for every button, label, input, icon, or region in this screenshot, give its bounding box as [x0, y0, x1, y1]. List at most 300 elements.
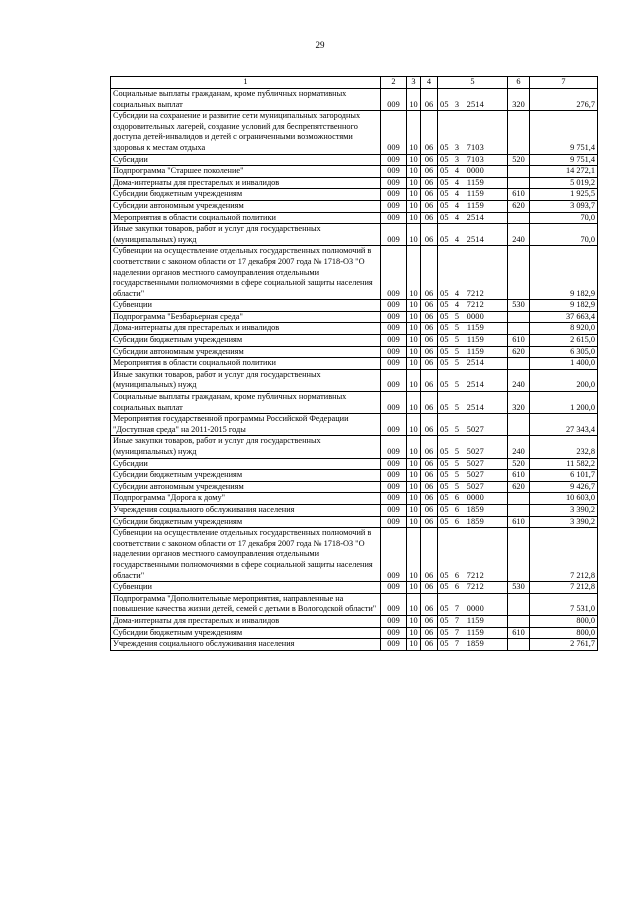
target-article-code — [438, 392, 508, 414]
section-code: 10 — [407, 154, 421, 166]
subprogram-code: 4 — [454, 200, 460, 210]
subsection-code: 06 — [421, 582, 438, 594]
item-name: Мероприятия государственной программы Российской Федерации "Доступная среда" на 2011-2015 годы — [111, 414, 381, 436]
section-code: 10 — [407, 111, 421, 154]
subsection-code: 06 — [421, 593, 438, 615]
program-code: 05 — [440, 627, 449, 637]
subprogram-code: 5 — [454, 470, 460, 480]
expense-type-code — [508, 166, 530, 178]
target-article-code — [438, 89, 508, 111]
subsection-code: 06 — [421, 436, 438, 458]
subprogram-code: 4 — [454, 234, 460, 244]
target-article-code — [438, 177, 508, 189]
item-name: Социальные выплаты гражданам, кроме публичных нормативных социальных выплат — [111, 89, 381, 111]
subprogram-code: 5 — [454, 323, 460, 333]
section-code: 10 — [407, 311, 421, 323]
item-name: Иные закупки товаров, работ и услуг для государственных (муниципальных) нужд — [111, 436, 381, 458]
subsection-code: 06 — [421, 200, 438, 212]
amount: 1 925,5 — [530, 189, 598, 201]
item-name: Субсидии автономным учреждениям — [111, 200, 381, 212]
header-col-6: 6 — [508, 77, 530, 89]
subsection-code: 06 — [421, 369, 438, 391]
program-code: 05 — [440, 323, 449, 333]
program-code: 05 — [440, 504, 449, 514]
section-code: 10 — [407, 639, 421, 651]
expense-type-code: 520 — [508, 154, 530, 166]
amount: 9 426,7 — [530, 481, 598, 493]
target-article-code — [438, 346, 508, 358]
item-name: Подпрограмма "Дорога к дому" — [111, 493, 381, 505]
amount: 5 019,2 — [530, 177, 598, 189]
item-name: Подпрограмма "Безбарьерная среда" — [111, 311, 381, 323]
subprogram-code: 7 — [454, 627, 460, 637]
subsection-code: 06 — [421, 189, 438, 201]
subsection-code: 06 — [421, 111, 438, 154]
direction-code: 1159 — [466, 615, 484, 625]
subsection-code: 06 — [421, 458, 438, 470]
subprogram-code: 5 — [454, 481, 460, 491]
direction-code: 1159 — [466, 200, 484, 210]
program-code: 05 — [440, 447, 449, 456]
subprogram-code: 4 — [454, 189, 460, 199]
target-article-code — [438, 358, 508, 370]
program-code: 05 — [440, 424, 449, 434]
ministry-code: 009 — [381, 246, 407, 300]
section-code: 10 — [407, 615, 421, 627]
subsection-code: 06 — [421, 89, 438, 111]
table-row — [111, 189, 598, 201]
amount: 9 751,4 — [530, 111, 598, 154]
program-code: 05 — [440, 288, 449, 298]
target-article-code — [438, 504, 508, 516]
section-code: 10 — [407, 300, 421, 312]
table-row — [111, 414, 598, 436]
ministry-code: 009 — [381, 300, 407, 312]
ministry-code: 009 — [381, 458, 407, 470]
amount: 7 212,8 — [530, 582, 598, 594]
expense-type-code — [508, 504, 530, 516]
section-code: 10 — [407, 335, 421, 347]
direction-code: 7212 — [466, 570, 484, 580]
ministry-code: 009 — [381, 639, 407, 651]
direction-code: 1859 — [466, 504, 484, 514]
expense-type-code — [508, 177, 530, 189]
target-article-code — [438, 470, 508, 482]
table-row — [111, 300, 598, 312]
ministry-code: 009 — [381, 358, 407, 370]
item-name: Учреждения социального обслуживания населения — [111, 639, 381, 651]
direction-code: 5027 — [466, 458, 484, 468]
ministry-code: 009 — [381, 212, 407, 224]
amount: 2 615,0 — [530, 335, 598, 347]
program-code: 05 — [440, 582, 449, 592]
table-row — [111, 154, 598, 166]
direction-code: 1859 — [466, 516, 484, 526]
amount: 800,0 — [530, 615, 598, 627]
header-col-1: 1 — [111, 77, 381, 89]
program-code: 05 — [440, 335, 449, 345]
direction-code: 7103 — [466, 154, 484, 164]
subsection-code: 06 — [421, 470, 438, 482]
expense-type-code: 610 — [508, 516, 530, 528]
amount: 27 343,4 — [530, 414, 598, 436]
direction-code: 7103 — [466, 142, 484, 152]
section-code: 10 — [407, 200, 421, 212]
subprogram-code: 6 — [454, 582, 460, 592]
ministry-code: 009 — [381, 436, 407, 458]
ministry-code: 009 — [381, 177, 407, 189]
direction-code: 7212 — [466, 288, 484, 298]
direction-code: 1159 — [466, 335, 484, 345]
program-code: 05 — [440, 212, 449, 222]
expense-type-code — [508, 639, 530, 651]
expense-type-code — [508, 311, 530, 323]
item-name: Дома-интернаты для престарелых и инвалидов — [111, 615, 381, 627]
expense-type-code — [508, 212, 530, 224]
direction-code: 1159 — [466, 346, 484, 356]
program-code: 05 — [440, 346, 449, 356]
expense-type-code: 610 — [508, 627, 530, 639]
subprogram-code: 6 — [454, 516, 460, 526]
subsection-code: 06 — [421, 528, 438, 582]
direction-code: 1859 — [466, 639, 484, 649]
subsection-code: 06 — [421, 639, 438, 651]
expense-type-code — [508, 615, 530, 627]
section-code: 10 — [407, 414, 421, 436]
table-row — [111, 582, 598, 594]
subsection-code: 06 — [421, 300, 438, 312]
program-code: 05 — [440, 311, 449, 321]
target-article-code — [438, 323, 508, 335]
target-article-code — [438, 528, 508, 582]
section-code: 10 — [407, 224, 421, 246]
section-code: 10 — [407, 528, 421, 582]
target-article-code — [438, 369, 508, 391]
amount: 70,0 — [530, 212, 598, 224]
program-code: 05 — [440, 166, 449, 176]
program-code: 05 — [440, 493, 449, 503]
subprogram-code: 5 — [454, 424, 460, 434]
amount: 200,0 — [530, 369, 598, 391]
subprogram-code: 7 — [454, 604, 460, 614]
table-row — [111, 481, 598, 493]
item-name: Подпрограмма "Старшее поколение" — [111, 166, 381, 178]
subprogram-code: 5 — [454, 458, 460, 468]
subsection-code: 06 — [421, 358, 438, 370]
subprogram-code: 5 — [454, 346, 460, 356]
subprogram-code: 5 — [454, 402, 460, 412]
program-code: 05 — [440, 402, 449, 412]
target-article-code — [438, 582, 508, 594]
target-article-code — [438, 593, 508, 615]
target-article-code — [438, 639, 508, 651]
table-row — [111, 111, 598, 154]
section-code: 10 — [407, 392, 421, 414]
ministry-code: 009 — [381, 335, 407, 347]
item-name: Субсидии бюджетным учреждениям — [111, 516, 381, 528]
subsection-code: 06 — [421, 311, 438, 323]
target-article-code — [438, 436, 508, 458]
expense-type-code: 530 — [508, 582, 530, 594]
ministry-code: 009 — [381, 323, 407, 335]
table-row — [111, 493, 598, 505]
section-code: 10 — [407, 346, 421, 358]
subsection-code: 06 — [421, 414, 438, 436]
item-name: Субвенции на осуществление отдельных государственных полномочий в соответствии с законом области от 17 декабря 2007 года № 1718-ОЗ "О наделении органов местного самоуправления отдельными государственными полномочиями в сфере социальной защиты населения области" — [111, 528, 381, 582]
ministry-code: 009 — [381, 414, 407, 436]
subprogram-code: 7 — [454, 639, 460, 649]
table-row — [111, 224, 598, 246]
table-row — [111, 323, 598, 335]
direction-code: 2514 — [466, 99, 484, 109]
subsection-code: 06 — [421, 346, 438, 358]
target-article-code — [438, 166, 508, 178]
ministry-code: 009 — [381, 470, 407, 482]
ministry-code: 009 — [381, 111, 407, 154]
direction-code: 5027 — [466, 424, 484, 434]
item-name: Иные закупки товаров, работ и услуг для государственных (муниципальных) нужд — [111, 224, 381, 246]
program-code: 05 — [440, 154, 449, 164]
program-code: 05 — [440, 470, 449, 480]
amount: 3 390,2 — [530, 504, 598, 516]
item-name: Субвенции на осуществление отдельных государственных полномочий в соответствии с законом области от 17 декабря 2007 года № 1718-ОЗ "О наделении органов местного самоуправления отдельными государственными полномочиями в сфере социальной защиты населения области" — [111, 246, 381, 300]
amount: 14 272,1 — [530, 166, 598, 178]
expense-type-code: 320 — [508, 392, 530, 414]
ministry-code: 009 — [381, 200, 407, 212]
target-article-code — [438, 493, 508, 505]
table-row — [111, 470, 598, 482]
expense-type-code: 610 — [508, 335, 530, 347]
ministry-code: 009 — [381, 154, 407, 166]
program-code: 05 — [440, 99, 449, 109]
subprogram-code: 5 — [454, 358, 460, 368]
subprogram-code: 4 — [454, 212, 460, 222]
ministry-code: 009 — [381, 392, 407, 414]
amount: 6 101,7 — [530, 470, 598, 482]
amount: 9 182,9 — [530, 246, 598, 300]
target-article-code — [438, 481, 508, 493]
direction-code: 7212 — [466, 582, 484, 592]
subprogram-code: 5 — [454, 380, 460, 390]
target-article-code — [438, 615, 508, 627]
section-code: 10 — [407, 593, 421, 615]
target-article-code — [438, 224, 508, 246]
amount: 3 390,2 — [530, 516, 598, 528]
header-col-3: 3 — [407, 77, 421, 89]
item-name: Субсидии бюджетным учреждениям — [111, 335, 381, 347]
table-row — [111, 346, 598, 358]
section-code: 10 — [407, 627, 421, 639]
section-code: 10 — [407, 177, 421, 189]
table-row — [111, 200, 598, 212]
item-name: Субсидии бюджетным учреждениям — [111, 627, 381, 639]
expense-type-code — [508, 493, 530, 505]
table-row — [111, 458, 598, 470]
subprogram-code: 6 — [454, 504, 460, 514]
direction-code: 1159 — [466, 177, 484, 187]
ministry-code: 009 — [381, 504, 407, 516]
header-row — [111, 77, 598, 89]
section-code: 10 — [407, 436, 421, 458]
item-name: Мероприятия в области социальной политики — [111, 212, 381, 224]
amount: 70,0 — [530, 224, 598, 246]
program-code: 05 — [440, 481, 449, 491]
direction-code: 2514 — [466, 212, 484, 222]
subsection-code: 06 — [421, 224, 438, 246]
ministry-code: 009 — [381, 166, 407, 178]
header-col-7: 7 — [530, 77, 598, 89]
item-name: Субвенции — [111, 300, 381, 312]
table-row — [111, 516, 598, 528]
expense-type-code: 240 — [508, 436, 530, 458]
direction-code: 2514 — [466, 234, 484, 244]
target-article-code — [438, 154, 508, 166]
program-code: 05 — [440, 358, 449, 368]
ministry-code: 009 — [381, 311, 407, 323]
expense-type-code: 620 — [508, 200, 530, 212]
direction-code: 0000 — [466, 166, 484, 176]
subprogram-code: 4 — [454, 288, 460, 298]
target-article-code — [438, 414, 508, 436]
direction-code: 2514 — [466, 380, 484, 390]
section-code: 10 — [407, 470, 421, 482]
header-col-4: 4 — [421, 77, 438, 89]
subprogram-code: 4 — [454, 300, 460, 310]
page-number: 29 — [315, 40, 325, 50]
section-code: 10 — [407, 504, 421, 516]
amount: 2 761,7 — [530, 639, 598, 651]
header-col-5: 5 — [438, 77, 508, 89]
expense-type-code: 620 — [508, 346, 530, 358]
direction-code: 5027 — [466, 447, 484, 456]
subprogram-code: 6 — [454, 493, 460, 503]
expense-type-code — [508, 414, 530, 436]
ministry-code: 009 — [381, 528, 407, 582]
expense-type-code: 610 — [508, 189, 530, 201]
amount: 9 751,4 — [530, 154, 598, 166]
direction-code: 1159 — [466, 323, 484, 333]
subsection-code: 06 — [421, 516, 438, 528]
amount: 37 663,4 — [530, 311, 598, 323]
program-code: 05 — [440, 458, 449, 468]
subsection-code: 06 — [421, 246, 438, 300]
direction-code: 5027 — [466, 481, 484, 491]
item-name: Дома-интернаты для престарелых и инвалидов — [111, 177, 381, 189]
target-article-code — [438, 627, 508, 639]
program-code: 05 — [440, 380, 449, 390]
program-code: 05 — [440, 570, 449, 580]
table-row — [111, 436, 598, 458]
table-row — [111, 311, 598, 323]
amount: 6 305,0 — [530, 346, 598, 358]
expense-type-code: 240 — [508, 369, 530, 391]
section-code: 10 — [407, 516, 421, 528]
table-row — [111, 369, 598, 391]
section-code: 10 — [407, 481, 421, 493]
target-article-code — [438, 111, 508, 154]
expense-type-code: 610 — [508, 470, 530, 482]
expense-type-code — [508, 593, 530, 615]
amount: 7 531,0 — [530, 593, 598, 615]
header-col-2: 2 — [381, 77, 407, 89]
expense-type-code: 520 — [508, 458, 530, 470]
program-code: 05 — [440, 234, 449, 244]
ministry-code: 009 — [381, 516, 407, 528]
expense-type-code: 620 — [508, 481, 530, 493]
subsection-code: 06 — [421, 323, 438, 335]
target-article-code — [438, 516, 508, 528]
amount: 7 212,8 — [530, 528, 598, 582]
table-row — [111, 593, 598, 615]
section-code: 10 — [407, 582, 421, 594]
section-code: 10 — [407, 166, 421, 178]
amount: 9 182,9 — [530, 300, 598, 312]
budget-table — [110, 76, 598, 651]
table-row — [111, 504, 598, 516]
subsection-code: 06 — [421, 481, 438, 493]
ministry-code: 009 — [381, 615, 407, 627]
item-name: Субсидии бюджетным учреждениям — [111, 189, 381, 201]
direction-code: 0000 — [466, 493, 484, 503]
table-row — [111, 335, 598, 347]
subsection-code: 06 — [421, 212, 438, 224]
subprogram-code: 3 — [454, 142, 460, 152]
section-code: 10 — [407, 189, 421, 201]
section-code: 10 — [407, 458, 421, 470]
direction-code: 5027 — [466, 470, 484, 480]
table-row — [111, 615, 598, 627]
subsection-code: 06 — [421, 335, 438, 347]
amount: 232,8 — [530, 436, 598, 458]
ministry-code: 009 — [381, 89, 407, 111]
item-name: Учреждения социального обслуживания населения — [111, 504, 381, 516]
table-row — [111, 627, 598, 639]
table-row — [111, 528, 598, 582]
item-name: Социальные выплаты гражданам, кроме публичных нормативных социальных выплат — [111, 392, 381, 414]
program-code: 05 — [440, 142, 449, 152]
item-name: Субсидии автономным учреждениям — [111, 346, 381, 358]
program-code: 05 — [440, 604, 449, 614]
expense-type-code: 530 — [508, 300, 530, 312]
item-name: Субсидии — [111, 154, 381, 166]
amount: 1 400,0 — [530, 358, 598, 370]
table-row — [111, 166, 598, 178]
expense-type-code: 240 — [508, 224, 530, 246]
amount: 11 582,2 — [530, 458, 598, 470]
item-name: Подпрограмма "Дополнительные мероприятия, направленные на повышение качества жизни детей, семей с детьми в Вологодской области" — [111, 593, 381, 615]
expense-type-code — [508, 358, 530, 370]
item-name: Субсидии — [111, 458, 381, 470]
program-code: 05 — [440, 639, 449, 649]
target-article-code — [438, 311, 508, 323]
subprogram-code: 5 — [454, 447, 460, 456]
expense-type-code — [508, 111, 530, 154]
section-code: 10 — [407, 358, 421, 370]
ministry-code: 009 — [381, 224, 407, 246]
ministry-code: 009 — [381, 493, 407, 505]
table-row — [111, 392, 598, 414]
subprogram-code: 4 — [454, 166, 460, 176]
ministry-code: 009 — [381, 481, 407, 493]
target-article-code — [438, 300, 508, 312]
target-article-code — [438, 246, 508, 300]
expense-type-code: 320 — [508, 89, 530, 111]
subsection-code: 06 — [421, 392, 438, 414]
amount: 1 200,0 — [530, 392, 598, 414]
table-row — [111, 177, 598, 189]
section-code: 10 — [407, 493, 421, 505]
subsection-code: 06 — [421, 627, 438, 639]
